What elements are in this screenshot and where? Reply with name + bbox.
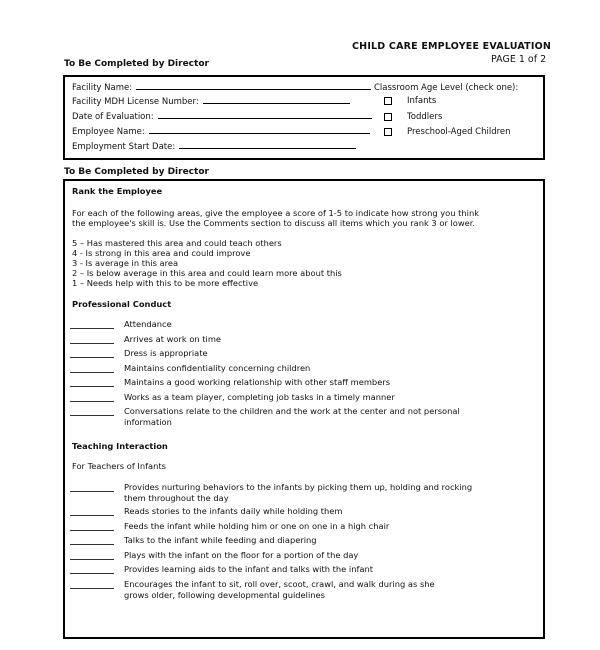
teaching-interaction-heading: Teaching Interaction	[72, 441, 168, 451]
teaching-item: Feeds the infant while holding him or one on one in a high chair	[124, 521, 390, 531]
score-blank[interactable]	[70, 544, 114, 545]
teachers-of-infants-subheading: For Teachers of Infants	[72, 461, 166, 471]
score-blank[interactable]	[70, 386, 114, 387]
preschool-label: Preschool-Aged Children	[407, 127, 511, 137]
infants-label: Infants	[407, 96, 437, 106]
scale-5: 5 – Has mastered this area and could teach others	[72, 238, 282, 248]
teaching-item-line: Encourages the infant to sit, roll over, scoot, crawl, and walk during as she	[124, 579, 435, 589]
employee-name-field[interactable]	[72, 127, 370, 137]
section-2-heading: To Be Completed by Director	[64, 167, 209, 177]
document-title: CHILD CARE EMPLOYEE EVALUATION	[352, 41, 552, 52]
conduct-item	[124, 406, 534, 427]
employee-name-label: Employee Name:	[72, 127, 145, 137]
teaching-item-line: Provides nurturing behaviors to the infants by picking them up, holding and rocking	[124, 482, 473, 492]
professional-conduct-heading: Professional Conduct	[72, 299, 172, 309]
facility-name-label: Facility Name:	[72, 83, 133, 93]
teaching-item	[124, 579, 534, 600]
score-blank[interactable]	[70, 372, 114, 373]
rank-heading: Rank the Employee	[72, 186, 163, 196]
facility-name-line[interactable]	[136, 89, 371, 90]
score-blank[interactable]	[70, 573, 114, 574]
start-date-line[interactable]	[179, 148, 356, 149]
teaching-item: Reads stories to the infants daily while holding them	[124, 506, 343, 516]
score-blank[interactable]	[70, 328, 114, 329]
score-blank[interactable]	[70, 515, 114, 516]
conduct-item: Dress is appropriate	[124, 348, 208, 358]
evaluation-date-field[interactable]	[72, 112, 372, 122]
toddlers-label: Toddlers	[407, 112, 443, 122]
scale-2: 2 – Is below average in this area and could learn more about this	[72, 268, 342, 278]
teaching-item: Talks to the infant while feeding and diapering	[124, 535, 317, 545]
score-blank[interactable]	[70, 530, 114, 531]
teaching-item-line: grows older, following developmental guidelines	[124, 589, 325, 600]
conduct-item: Attendance	[124, 319, 172, 329]
toddlers-checkbox[interactable]	[384, 113, 392, 121]
evaluation-date-line[interactable]	[158, 118, 372, 119]
teaching-item	[124, 482, 534, 503]
intro-line-2: the employee's skill is. Use the Comments section to discuss all items which you rank 3 or lower.	[72, 218, 476, 228]
conduct-item-line: Conversations relate to the children and the work at the center and not personal	[124, 406, 460, 416]
conduct-item: Maintains confidentiality concerning children	[124, 363, 311, 373]
facility-license-line[interactable]	[203, 103, 350, 104]
age-level-label: Classroom Age Level (check one):	[374, 83, 519, 93]
employee-name-line[interactable]	[149, 133, 370, 134]
start-date-field[interactable]	[72, 142, 356, 152]
page-number: PAGE 1 of 2	[491, 54, 547, 65]
teaching-item-line: them throughout the day	[124, 492, 229, 503]
conduct-item: Works as a team player, completing job tasks in a timely manner	[124, 392, 395, 402]
conduct-item: Arrives at work on time	[124, 334, 222, 344]
facility-license-label: Facility MDH License Number:	[72, 97, 199, 107]
facility-license-field[interactable]	[72, 97, 350, 107]
infants-checkbox[interactable]	[384, 97, 392, 105]
preschool-checkbox[interactable]	[384, 128, 392, 136]
scale-3: 3 - Is average in this area	[72, 258, 179, 268]
score-blank[interactable]	[70, 343, 114, 344]
scale-4: 4 - Is strong in this area and could improve	[72, 248, 251, 258]
score-blank[interactable]	[70, 401, 114, 402]
intro-line-1: For each of the following areas, give the employee a score of 1-5 to indicate how strong you think	[72, 208, 480, 218]
score-blank[interactable]	[70, 588, 114, 589]
section-1-heading: To Be Completed by Director	[64, 59, 209, 69]
score-blank[interactable]	[70, 415, 114, 416]
start-date-label: Employment Start Date:	[72, 142, 176, 152]
facility-name-field[interactable]	[72, 83, 371, 93]
score-blank[interactable]	[70, 491, 114, 492]
conduct-item-line: information	[124, 416, 172, 427]
teaching-item: Provides learning aids to the infant and talks with the infant	[124, 564, 373, 574]
teaching-item: Plays with the infant on the floor for a portion of the day	[124, 550, 359, 560]
scale-1: 1 – Needs help with this to be more effective	[72, 278, 259, 288]
evaluation-date-label: Date of Evaluation:	[72, 112, 154, 122]
conduct-item: Maintains a good working relationship with other staff members	[124, 377, 391, 387]
score-blank[interactable]	[70, 559, 114, 560]
score-blank[interactable]	[70, 357, 114, 358]
